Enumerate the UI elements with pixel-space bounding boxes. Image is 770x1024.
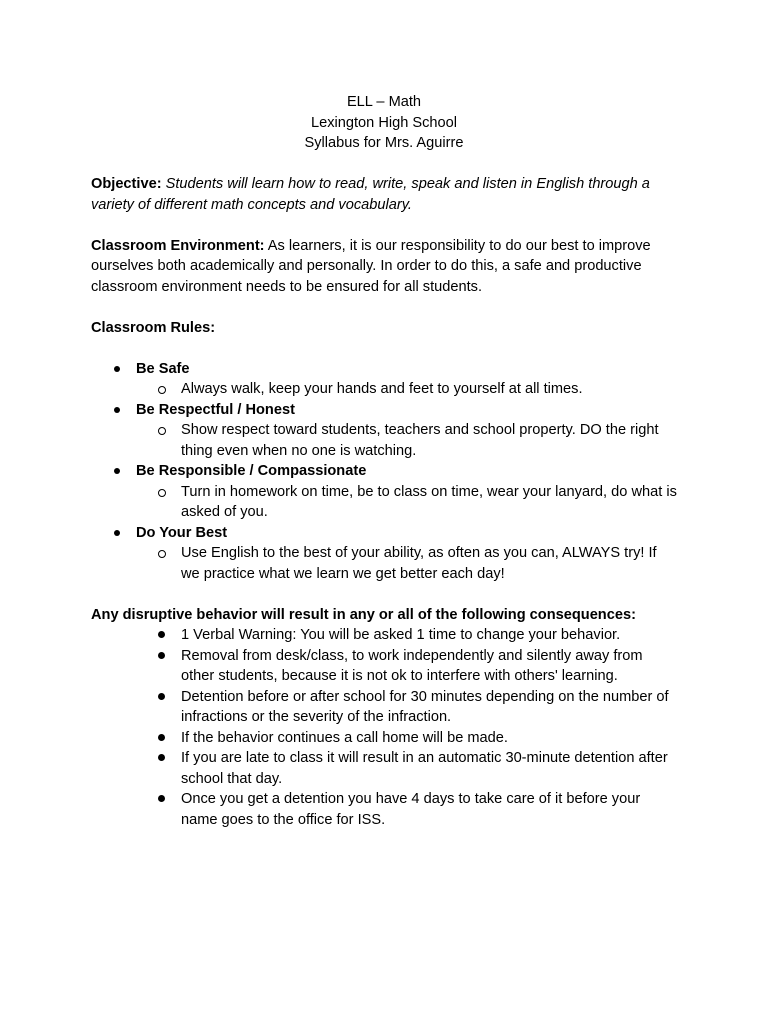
rule-detail-text: Always walk, keep your hands and feet to yourself at all times. [181,381,583,397]
rule-item [91,359,678,400]
consequence-item [136,646,678,687]
circle-bullet-icon [158,386,166,394]
bullet-icon [158,631,165,638]
document-header [90,92,678,154]
bullet-icon [158,754,165,761]
rule-detail [136,482,678,523]
rule-item [91,400,678,462]
objective-section [91,174,678,215]
consequence-text: Once you get a detention you have 4 days to take care of it before your name goes to the office for ISS. [181,791,641,828]
rule-title: Do Your Best [136,524,228,541]
school-name: Lexington High School [310,114,458,131]
rules-list [91,359,678,585]
consequence-text: If you are late to class it will result in an automatic 30-minute detention after school that day. [181,750,668,787]
circle-bullet-icon [158,550,166,558]
bullet-icon [158,734,165,741]
consequence-text: 1 Verbal Warning: You will be asked 1 time to change your behavior. [181,627,621,643]
objective-label: Objective: [91,176,162,192]
consequence-text: If the behavior continues a call home will be made. [181,729,508,746]
circle-bullet-icon [158,427,166,435]
consequence-item [136,748,678,789]
bullet-icon [114,366,120,372]
rule-item [91,461,678,523]
rule-title: Be Responsible / Compassionate [136,463,367,479]
rule-detail-text: Show respect toward students, teachers and school property. DO the right thing even when no one is watching. [181,422,659,459]
rule-detail-text: Turn in homework on time, be to class on time, wear your lanyard, do what is asked of you. [181,483,677,520]
bullet-icon [114,530,120,536]
bullet-icon [114,407,120,413]
rules-heading: Classroom Rules: [91,319,216,336]
rule-detail [136,543,678,584]
bullet-icon [158,693,165,700]
course-title: ELL – Math [346,94,422,110]
rule-detail [136,379,678,400]
bullet-icon [158,652,165,659]
consequence-text: Detention before or after school for 30 minutes depending on the number of infractions or the severity of the infraction. [181,688,669,725]
consequence-item [136,625,678,646]
consequence-text: Removal from desk/class, to work independently and silently away from other students, because it is not ok to interfere with others' learning. [181,647,643,684]
environment-text: As learners, it is our responsibility to do our best to improve ourselves both academically and personally. In order to do this, a safe and productive classroom environment needs to be ensured for all students. [91,237,651,295]
rule-item [91,523,678,585]
consequence-item [136,728,678,749]
consequences-list [91,625,678,830]
consequences-heading: Any disruptive behavior will result in any or all of the following consequences: [91,606,636,623]
consequence-item [136,687,678,728]
rule-detail-text: Use English to the best of your ability, as often as you can, ALWAYS try! If we practice what we learn we get better each day! [181,545,657,582]
consequence-item [136,789,678,830]
rule-detail [136,420,678,461]
objective-text: Students will learn how to read, write, speak and listen in English through a variety of different math concepts and vocabulary. [91,176,650,213]
environment-label: Classroom Environment: [91,237,265,254]
environment-section [91,236,678,298]
rule-title: Be Safe [136,360,190,377]
circle-bullet-icon [158,489,166,497]
syllabus-title: Syllabus for Mrs. Aguirre [304,135,464,151]
bullet-icon [114,468,120,474]
bullet-icon [158,795,165,802]
rule-title: Be Respectful / Honest [136,401,295,418]
